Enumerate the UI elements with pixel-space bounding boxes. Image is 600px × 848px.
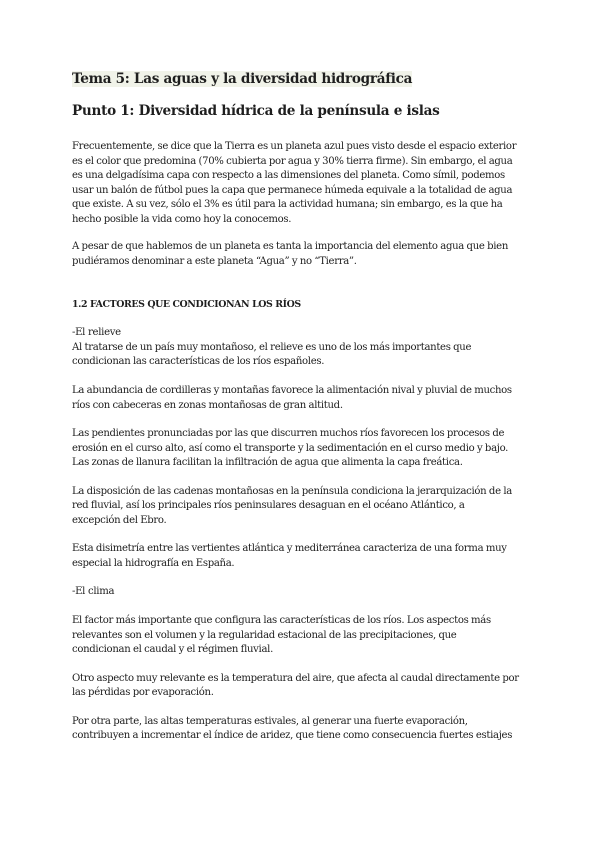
title-highlight: Tema 5: Las aguas y la diversidad hidrográfica [72,71,413,87]
text-line: Las pendientes pronunciadas por las que discurren muchos ríos favorecen los procesos de [72,428,505,440]
section-heading: 1.2 FACTORES QUE CONDICIONAN LOS RÍOS [72,299,301,311]
text-line: excepción del Ebro. [72,514,167,526]
text-line: contribuyen a incrementar el índice de aridez, que tiene como consecuencia fuertes estiajes [72,730,513,742]
relieve-section [72,326,534,571]
clima-paragraph-1 [72,614,534,658]
clima-paragraph-2 [72,672,534,701]
relieve-paragraph-4 [72,485,534,529]
text-line: Frecuentemente, se dice que la Tierra es un planeta azul pues visto desde el espacio exterior [72,141,517,152]
relieve-paragraph-5 [72,542,534,571]
text-line: es el color que predomina (70% cubierta por agua y 30% tierra firme). Sin embargo, el agua [72,155,513,167]
text-line: La disposición de las cadenas montañosas en la península condiciona la jerarquización de la [72,485,512,497]
relieve-paragraph-2 [72,384,534,413]
text-line: que existe. A su vez, sólo el 3% es útil para la actividad humana; sin embargo, es la que ha [72,199,503,211]
text-line: Por otra parte, las altas temperaturas estivales, al generar una fuerte evaporación, [72,715,468,727]
text-line: las pérdidas por evaporación. [72,687,214,699]
document-title [72,70,534,88]
text-line: Al tratarse de un país muy montañoso, el relieve es uno de los más importantes que [72,341,472,353]
text-line: es una delgadísima capa con respecto a las dimensiones del planeta. Como símil, podemos [72,170,505,182]
document-subtitle: Punto 1: Diversidad hídrica de la península e islas [72,103,440,119]
intro-section [72,140,534,269]
text-line: El factor más importante que configura las características de los ríos. Los aspectos más [72,615,491,627]
text-line: pudiéramos denominar a este planeta “Agua” y no “Tierra”. [72,255,357,267]
clima-paragraph-3 [72,715,534,744]
relieve-heading: -El relieve [72,327,121,339]
text-line: La abundancia de cordilleras y montañas favorece la alimentación nival y pluvial de muchos [72,385,512,397]
text-line: ríos con cabeceras en zonas montañosas de gran altitud. [72,399,343,411]
text-line: especial la hidrografía en España. [72,557,235,569]
relieve-paragraph-3 [72,427,534,471]
text-line: red fluvial, así los principales ríos peninsulares desaguan en el océano Atlántico, a [72,500,465,512]
text-line: usar un balón de fútbol pues la capa que permanece húmeda equivale a la totalidad de agua [72,184,513,196]
text-line: relevantes son el volumen y la regularidad estacional de las precipitaciones, que [72,629,457,641]
clima-section [72,585,534,743]
relieve-paragraph-1 [72,341,534,370]
text-line: Esta disimetría entre las vertientes atlántica y mediterránea caracteriza de una forma muy [72,543,507,555]
intro-paragraph-2 [72,240,534,269]
text-line: condicionan las características de los ríos españoles. [72,356,325,368]
text-line: Otro aspecto muy relevante es la temperatura del aire, que afecta al caudal directamente por [72,672,519,684]
document-page [72,70,534,744]
text-line: condicionan el caudal y el régimen fluvial. [72,644,273,656]
intro-paragraph-1 [72,140,534,227]
text-line: A pesar de que hablemos de un planeta es tanta la importancia del elemento agua que bien [72,241,508,253]
clima-heading: -El clima [72,586,115,598]
text-line: Las zonas de llanura facilitan la infiltración de agua que alimenta la capa freática. [72,457,463,469]
text-line: hecho posible la vida como hoy la conocemos. [72,213,292,225]
text-line: erosión en el curso alto, así como el transporte y la sedimentación en el curso medio y bajo. [72,442,509,454]
